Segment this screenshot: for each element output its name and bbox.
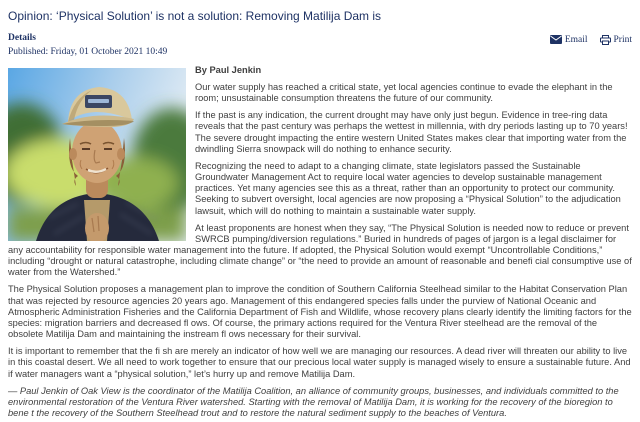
article-paragraph: If the past is any indication, the current drought may have only just begun. Evidence in tree-ring data reveals that the past century was perhaps the wettest in millennia, with dry periods lasting up to 70 years! The severe drought impacting the entire western United States makes clear that importing water from the dwindling Sierra snowpack will do nothing to enhance security.	[195, 110, 628, 154]
article-signature: — Paul Jenkin of Oak View is the coordinator of the Matilija Coalition, an alliance of community groups, businesses, and individuals committed to the environmental restoration of the Ventura River watershed. Starting with the removal of Matilija Dam, it is working for the recovery of the bioregion to bene t the recovery of the Southern Steelhead trout and to restore the natural sediment supply to the beaches of Ventura.	[8, 385, 619, 419]
meta-actions	[550, 33, 632, 45]
print-label: Print	[613, 34, 632, 45]
meta-left	[8, 33, 167, 57]
printer-icon	[600, 35, 611, 45]
details-label: Details	[8, 32, 36, 43]
article-body	[8, 65, 632, 419]
print-button[interactable]	[600, 35, 632, 45]
article-paragraph: At least proponents are honest when they say, “The Physical Solution is needed now to reduce or prevent SWRCB pumping/diversion regulations.” Buried in hundreds of pages of jargon is a legal disclaimer for any accountability for responsible water management into the future. If adopted, the Physical Solution would exempt “Uncontrollable Conditions,” including “drought or natural catastrophe, including climate change” or “the need to provide an amount of reasonable and benefi cial consumptive use of water from the Watershed.”	[8, 222, 632, 278]
article-paragraph: Our water supply has reached a critical state, yet local agencies continue to evade the elephant in the room; unsustainable consumption threatens the future of our community.	[195, 81, 613, 104]
page-title: Opinion: ‘Physical Solution’ is not a solution: Removing Matilija Dam is	[8, 9, 382, 23]
published-date: Published: Friday, 01 October 2021 10:49	[8, 46, 168, 57]
email-label: Email	[564, 34, 588, 45]
meta-row	[8, 33, 632, 57]
email-button[interactable]	[550, 35, 588, 45]
author-photo	[8, 68, 186, 241]
article-byline: By Paul Jenkin	[195, 64, 262, 75]
article-paragraph: The Physical Solution proposes a management plan to improve the condition of Southern California Steelhead similar to the Habitat Conservation Plan that was rejected by resource agencies 20 years ago. Management of this endangered species falls under the purview of National Oceanic and Atmospheric Administration Fisheries and the California Department of Fish and Wildlife, whose recovery plans clearly identify the limiting factors for the species: migration barriers and decreased fl ows. Of course, the primary actions required for the Ventura River steelhead are the removal of the obsolete Matilija Dam and maintaining the instream fl ows necessary for their survival.	[8, 284, 632, 340]
envelope-icon	[550, 35, 562, 44]
article-paragraph: Recognizing the need to adapt to a changing climate, state legislators passed the Sustainable Groundwater Management Act to require local water agencies to develop sustainable management practices. Yet many agencies see this as a threat, rather than an opportunity to protect our community. Seeking to subvert oversight, local agencies are now proposing a “Physical Solution” to the adjudication lawsuit, which will do nothing to maintain a sustainable water supply.	[195, 160, 621, 216]
article-paragraph: It is important to remember that the fi sh are merely an indicator of how well we are managing our resources. A dead river will threaten our ability to live in this coastal desert. We all need to work together to ensure that our precious local water supply is managed wisely to ensure a sustainable future. And if water managers want a “physical solution,” let’s hurry up and remove Matilija Dam.	[8, 346, 631, 379]
